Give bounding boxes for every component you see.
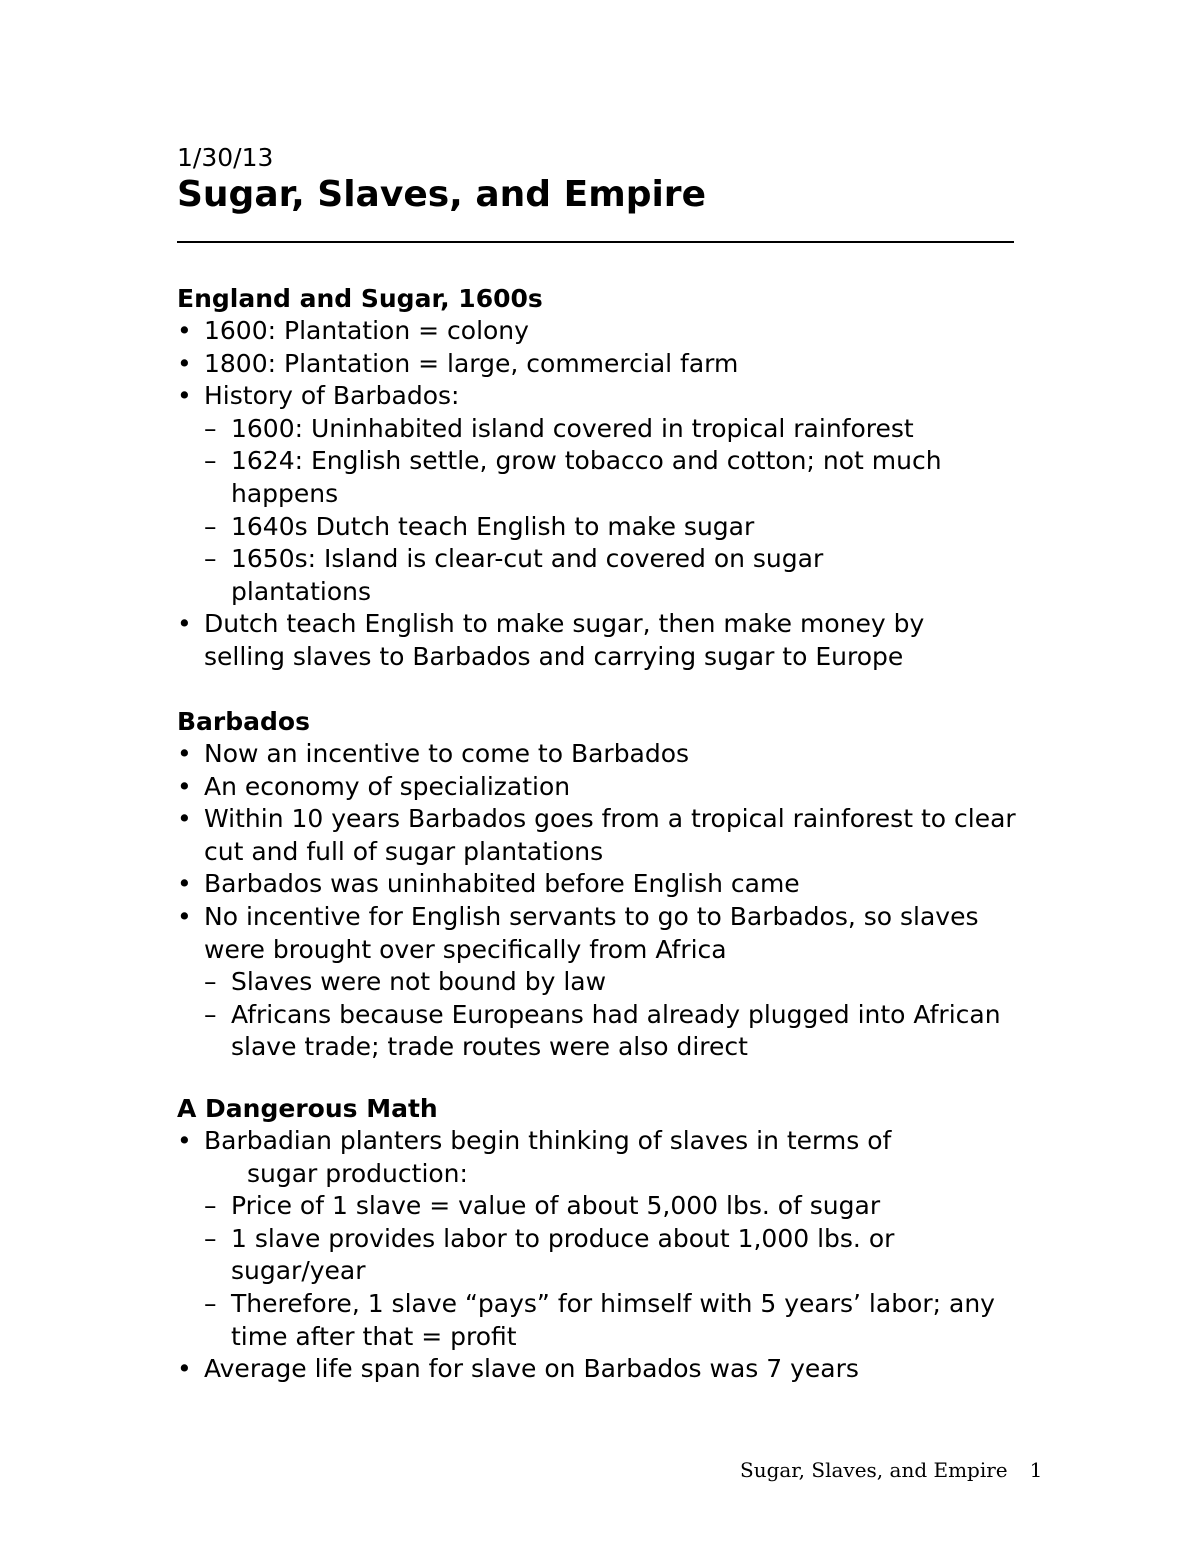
list-item: • Within 10 years Barbados goes from a tropical rainforest to clear cut and full of sugar plantations [177, 803, 1049, 868]
list-item: • Dutch teach English to make sugar, then make money by selling slaves to Barbados and carrying sugar to Europe [177, 608, 1004, 673]
sub-list-item: – 1624: English settle, grow tobacco and cotton; not much happens [177, 445, 1021, 510]
list-item: • An economy of specialization [177, 771, 1037, 804]
footer-title: Sugar, Slaves, and Empire [740, 1458, 1008, 1482]
list-item: • History of Barbados: [177, 380, 1037, 413]
bullet-list [177, 1125, 1037, 1386]
bullet-list [177, 315, 1037, 674]
section-heading: England and Sugar, 1600s [177, 284, 543, 313]
list-item: • No incentive for English servants to go to Barbados, so slaves were brought over specifically from Africa [177, 901, 994, 966]
list-item: • Barbadian planters begin thinking of slaves in terms of [177, 1125, 1037, 1158]
page-title: Sugar, Slaves, and Empire [177, 174, 706, 215]
section-dangerous-math [177, 1092, 1037, 1386]
sub-list-item: – Price of 1 slave = value of about 5,000 lbs. of sugar [177, 1190, 1037, 1223]
page-number: 1 [1029, 1458, 1043, 1482]
title-divider [177, 241, 1014, 243]
bullet-list [177, 738, 1037, 1064]
sub-list-item: – 1640s Dutch teach English to make sugar [177, 511, 1037, 544]
section-heading: Barbados [177, 707, 310, 736]
section-barbados [177, 705, 1037, 1064]
date: 1/30/13 [177, 143, 274, 172]
sub-list-item: – Therefore, 1 slave “pays” for himself with 5 years’ labor; any time after that = profit [177, 1288, 1021, 1353]
section-heading: A Dangerous Math [177, 1094, 438, 1123]
list-item: • Barbados was uninhabited before English came [177, 868, 1037, 901]
list-item: • Average life span for slave on Barbados was 7 years [177, 1353, 1037, 1386]
sub-list-item: – 1600: Uninhabited island covered in tropical rainforest [177, 413, 1037, 446]
sub-list-item: – Slaves were not bound by law [177, 966, 1037, 999]
sub-list-item: – 1 slave provides labor to produce about 1,000 lbs. or sugar/year [177, 1223, 991, 1288]
list-item-continuation: sugar production: [247, 1158, 468, 1188]
list-item: • Now an incentive to come to Barbados [177, 738, 1037, 771]
list-item: • 1800: Plantation = large, commercial farm [177, 348, 1037, 381]
section-england-and-sugar [177, 282, 1037, 674]
list-item: • 1600: Plantation = colony [177, 315, 1037, 348]
sub-list-item: – 1650s: Island is clear-cut and covered on sugar plantations [177, 543, 911, 608]
page-footer [740, 1458, 1042, 1482]
sub-list-item: – Africans because Europeans had already plugged into African slave trade; trade routes were also direct [177, 999, 1011, 1064]
